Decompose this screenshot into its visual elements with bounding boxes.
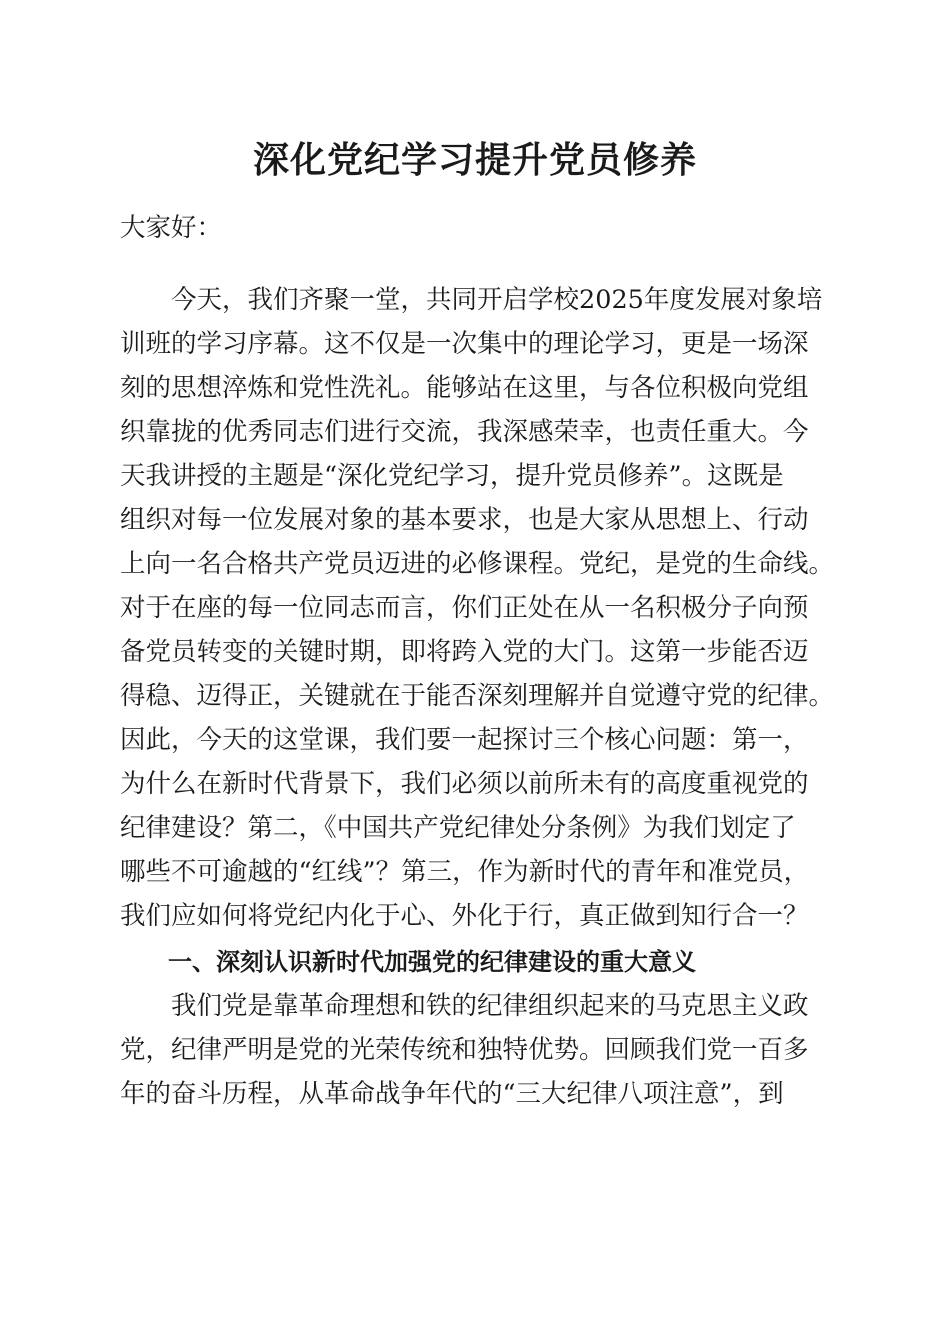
paragraph-line: 对于在座的每一位同志而言，你们正处在从一名积极分子向预 xyxy=(120,593,809,623)
paragraph-line: 天我讲授的主题是“深化党纪学习，提升党员修养”。这既是 xyxy=(120,461,784,491)
paragraph-line: 我们应如何将党纪内化于心、外化于行，真正做到知行合一？ xyxy=(120,901,809,931)
paragraph-line: 织靠拢的优秀同志们进行交流，我深感荣幸，也责任重大。今 xyxy=(120,417,809,447)
paragraph-line: 因此，今天的这堂课，我们要一起探讨三个核心问题：第一， xyxy=(120,725,809,755)
document-title: 深化党纪学习提升党员修养 xyxy=(252,139,697,181)
paragraph-line: 年的奋斗历程，从革命战争年代的“三大纪律八项注意”，到 xyxy=(120,1079,784,1109)
paragraph-line: 我们党是靠革命理想和铁的纪律组织起来的马克思主义政 xyxy=(120,991,809,1021)
paragraph-line: 上向一名合格共产党员迈进的必修课程。党纪，是党的生命线。 xyxy=(120,549,835,579)
greeting: 大家好： xyxy=(120,213,223,243)
paragraph-line: 训班的学习序幕。这不仅是一次集中的理论学习，更是一场深 xyxy=(120,329,809,359)
paragraph-line: 刻的思想淬炼和党性洗礼。能够站在这里，与各位积极向党组 xyxy=(120,373,809,403)
paragraph-line: 纪律建设？第二，《中国共产党纪律处分条例》为我们划定了 xyxy=(120,813,796,843)
paragraph-line: 组织对每一位发展对象的基本要求，也是大家从思想上、行动 xyxy=(120,505,809,535)
paragraph-line: 今天，我们齐聚一堂，共同开启学校2025年度发展对象培 xyxy=(120,285,823,315)
paragraph-line: 哪些不可逾越的“红线”？第三，作为新时代的青年和准党员， xyxy=(120,857,810,887)
section-heading: 一、深刻认识新时代加强党的纪律建设的重大意义 xyxy=(168,948,696,976)
paragraph-line: 得稳、迈得正，关键就在于能否深刻理解并自觉遵守党的纪律。 xyxy=(120,681,835,711)
paragraph-line: 党，纪律严明是党的光荣传统和独特优势。回顾我们党一百多 xyxy=(120,1035,809,1065)
paragraph-line: 备党员转变的关键时期，即将跨入党的大门。这第一步能否迈 xyxy=(120,637,809,667)
paragraph-line: 为什么在新时代背景下，我们必须以前所未有的高度重视党的 xyxy=(120,769,809,799)
